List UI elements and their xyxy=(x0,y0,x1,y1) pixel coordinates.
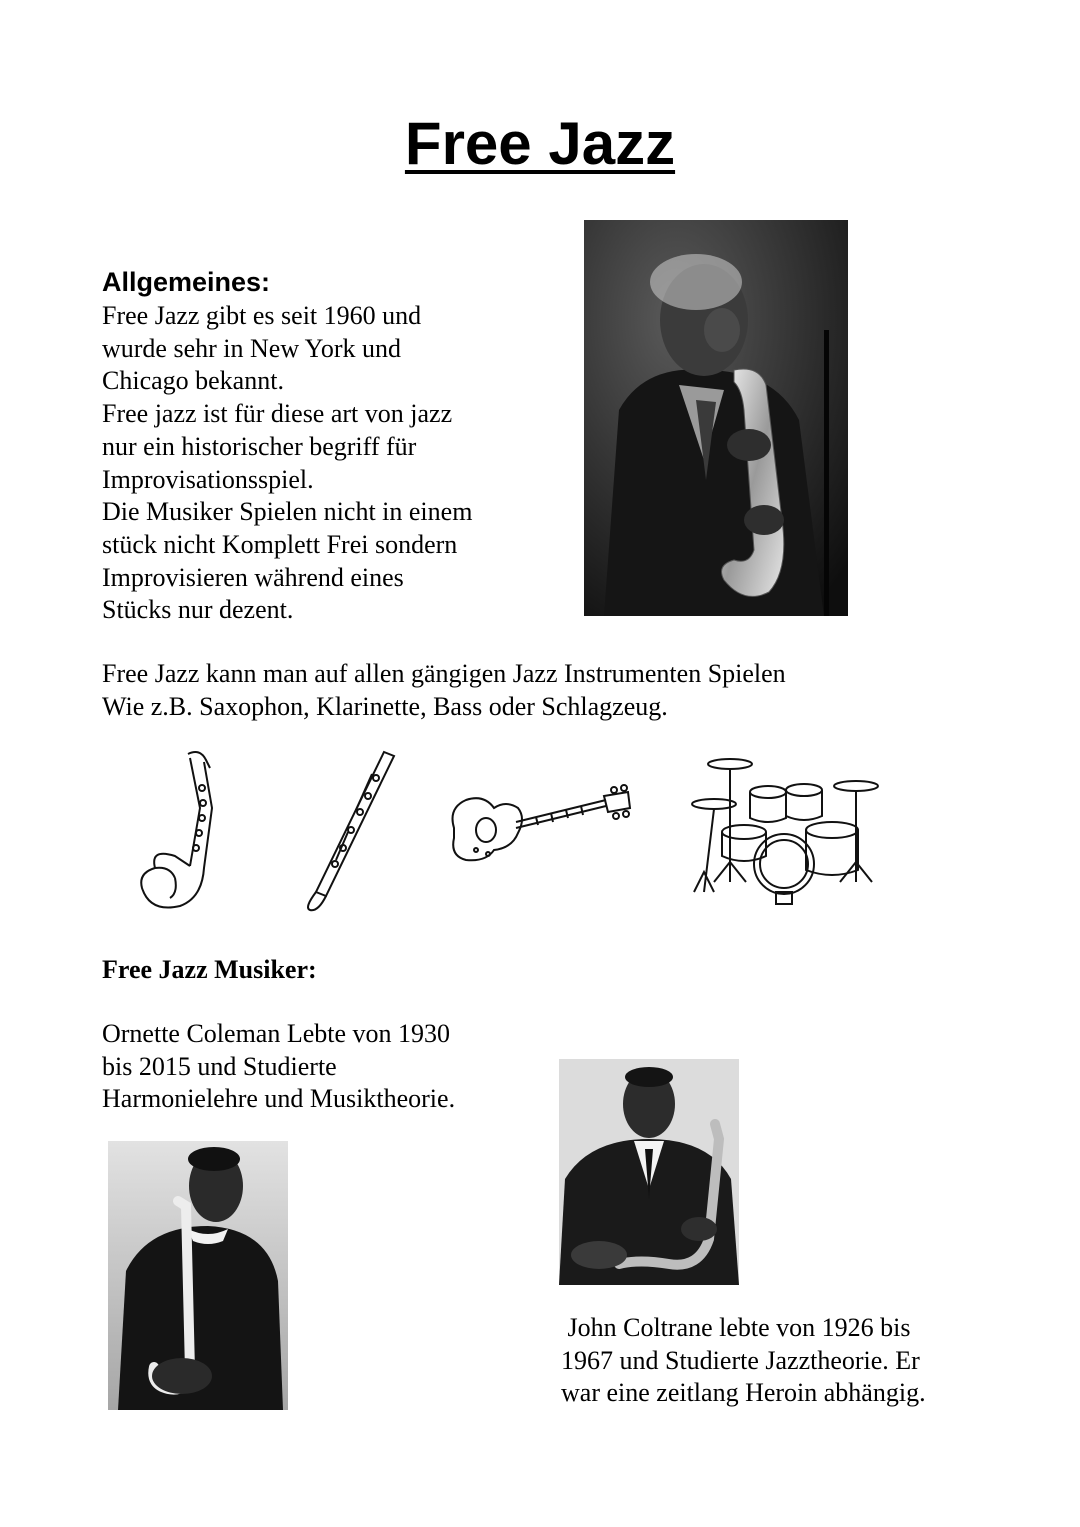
coleman-line: Harmonielehre und Musiktheorie. xyxy=(102,1084,456,1114)
general-line: Improvisieren während eines xyxy=(102,562,404,592)
general-line: wurde sehr in New York und xyxy=(102,333,401,363)
john-coltrane-photo xyxy=(559,1059,739,1285)
musicians-heading: Free Jazz Musiker: xyxy=(102,955,317,984)
general-line: Improvisationsspiel. xyxy=(102,464,314,494)
coleman-line: bis 2015 und Studierte xyxy=(102,1051,337,1081)
instruments-line: Free Jazz kann man auf allen gängigen Jazz Instrumenten Spielen xyxy=(102,659,786,688)
page-title: Free Jazz xyxy=(404,110,676,177)
instruments-line: Wie z.B. Saxophon, Klarinette, Bass oder Schlagzeug. xyxy=(102,691,668,721)
general-line: Chicago bekannt. xyxy=(102,366,284,396)
coltrane-line: 1967 und Studierte Jazztheorie. Er xyxy=(561,1345,920,1375)
ornette-coleman-photo xyxy=(108,1141,288,1410)
general-line: Stücks nur dezent. xyxy=(102,595,294,625)
saxophonist-photo xyxy=(584,220,848,616)
drum-kit-icon xyxy=(684,752,889,912)
instruments-paragraph xyxy=(102,658,786,723)
general-line: Die Musiker Spielen nicht in einem xyxy=(102,497,473,527)
general-paragraph xyxy=(102,300,472,627)
general-line: Free jazz ist für diese art von jazz xyxy=(102,399,453,429)
general-line: nur ein historischer begriff für xyxy=(102,431,417,461)
general-line: Free Jazz gibt es seit 1960 und xyxy=(102,301,422,330)
clarinet-icon xyxy=(296,748,401,913)
coltrane-paragraph xyxy=(561,1312,926,1410)
general-line: stück nicht Komplett Frei sondern xyxy=(102,529,458,559)
coltrane-line: war eine zeitlang Heroin abhängig. xyxy=(561,1378,926,1408)
coltrane-line: John Coltrane lebte von 1926 bis xyxy=(561,1313,911,1342)
coleman-line: Ornette Coleman Lebte von 1930 xyxy=(102,1019,451,1048)
saxophone-icon xyxy=(130,748,220,913)
general-section xyxy=(102,264,472,627)
general-heading: Allgemeines: xyxy=(102,267,271,297)
coleman-paragraph xyxy=(102,1018,455,1116)
bass-guitar-icon xyxy=(446,778,636,868)
